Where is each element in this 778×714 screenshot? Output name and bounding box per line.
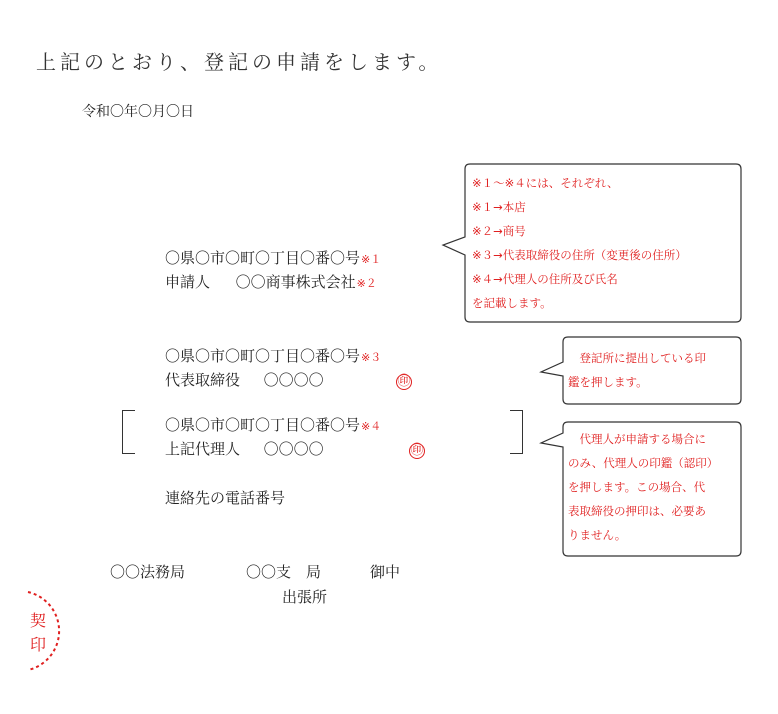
callout-1-line: ※２→商号: [472, 224, 526, 238]
bracket-left: [122, 410, 135, 454]
seal-mark-icon: ㊞: [397, 374, 411, 389]
phone-label: 連絡先の電話番号: [165, 489, 286, 507]
joint-seal-arc-icon: [22, 590, 76, 672]
callout-1-text: [472, 171, 687, 315]
joint-seal-char-1: 契: [30, 611, 47, 630]
joint-seal-mark: [22, 590, 76, 672]
callout-note-2: [540, 336, 742, 406]
agent-name-line: [165, 438, 324, 459]
callout-2-line: 登記所に提出している印: [568, 351, 706, 365]
representative-name-line: [165, 369, 324, 390]
applicant-address-line: [165, 247, 381, 268]
callout-3-line: 代理人が申請する場合に: [568, 432, 706, 446]
representative-address-note: ※３: [361, 351, 382, 364]
callout-1-line: ※３→代表取締役の住所（変更後の住所）: [472, 248, 687, 262]
agent-label: 上記代理人: [165, 440, 241, 458]
representative-address: 〇県〇市〇町〇丁目〇番〇号: [165, 347, 361, 365]
callout-note-3: [540, 421, 742, 558]
application-date: 令和〇年〇月〇日: [82, 104, 194, 120]
recipient-branch-sub: 出張所: [282, 588, 328, 606]
applicant-name: 〇〇商事株式会社: [235, 273, 356, 291]
callout-1-line: ※１→本店: [472, 200, 526, 214]
callout-3-text: [568, 427, 718, 547]
agent-seal: [409, 439, 425, 459]
agent-address-note: ※４: [361, 420, 382, 433]
applicant-label: 申請人: [165, 273, 211, 291]
callout-1-line: ※１～※４には、それぞれ、: [472, 176, 619, 190]
agent-name: 〇〇〇〇: [263, 440, 324, 458]
representative-seal: [396, 370, 412, 390]
document-heading: 上記のとおり、登記の申請をします。: [36, 50, 443, 74]
agent-address: 〇県〇市〇町〇丁目〇番〇号: [165, 416, 361, 434]
seal-mark-icon: ㊞: [410, 443, 424, 458]
callout-1-line: ※４→代理人の住所及び氏名: [472, 272, 618, 286]
representative-label: 代表取締役: [165, 371, 241, 389]
callout-2-text: [568, 346, 706, 394]
callout-1-line: を記載します。: [472, 296, 552, 310]
callout-2-line: 鑑を押します。: [568, 375, 648, 389]
bracket-right: [510, 410, 523, 454]
callout-3-line: を押します。この場合、代: [568, 480, 706, 494]
applicant-name-line: [165, 271, 377, 292]
callout-3-line: のみ、代理人の印鑑（認印）: [568, 456, 719, 470]
callout-note-1: [442, 163, 742, 323]
recipient-branch: 〇〇支 局: [246, 563, 322, 581]
applicant-address: 〇県〇市〇町〇丁目〇番〇号: [165, 249, 361, 267]
joint-seal-char-2: 印: [30, 635, 47, 654]
representative-address-line: [165, 345, 381, 366]
callout-3-line: 表取締役の押印は、必要あ: [568, 504, 706, 518]
callout-3-line: りません。: [568, 528, 627, 542]
recipient-honorific: 御中: [370, 563, 401, 581]
representative-name: 〇〇〇〇: [263, 371, 324, 389]
agent-address-line: [165, 414, 381, 435]
applicant-address-note: ※１: [361, 253, 382, 266]
recipient-bureau: 〇〇法務局: [110, 563, 186, 581]
applicant-name-note: ※２: [356, 277, 377, 290]
